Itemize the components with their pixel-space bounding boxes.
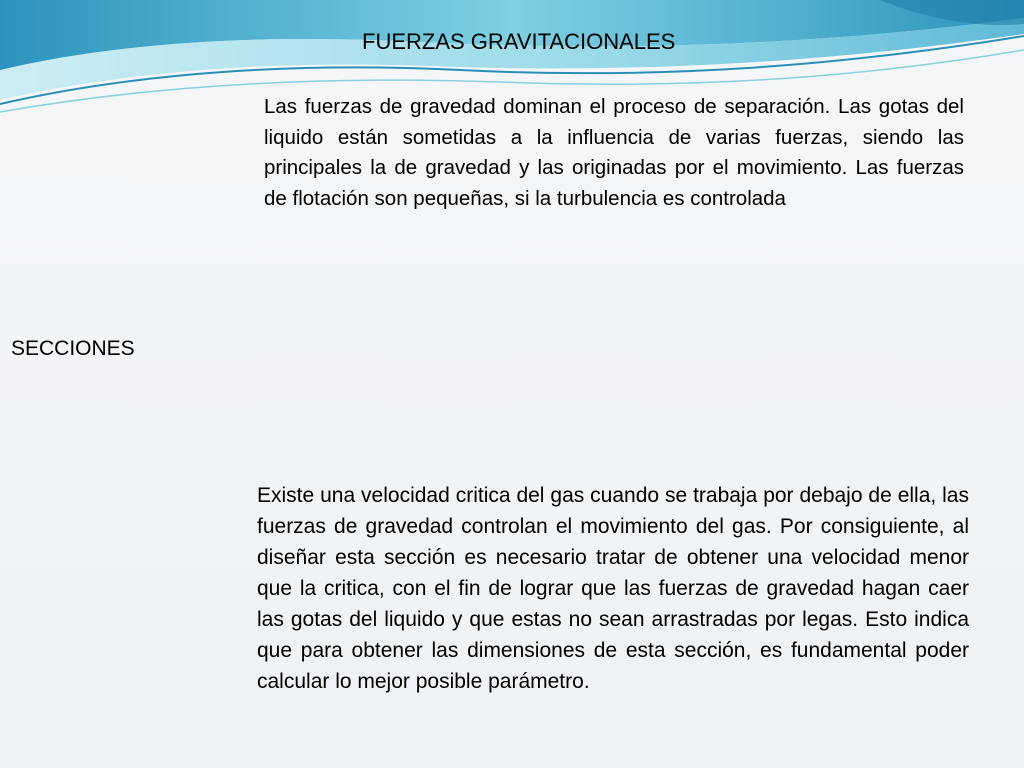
- slide-title: FUERZAS GRAVITACIONALES: [362, 29, 676, 54]
- paragraph-critical-velocity: Existe una velocidad critica del gas cuando se trabaja por debajo de ella, las fuerzas de gravedad controlan el movimiento del gas. Por consiguiente, al diseñar esta sección es necesario tratar de obtener una velocidad menor que la critica, con el fin de lograr que las fuerzas de gravedad hagan caer las gotas del liquido y que estas no sean arrastradas por legas. Esto indica que para obtener las dimensiones de esta sección, es fundamental poder calcular lo mejor posible parámetro.: [257, 484, 969, 693]
- section-label: SECCIONES: [11, 337, 135, 360]
- paragraph-gravity-forces: Las fuerzas de gravedad dominan el proceso de separación. Las gotas del liquido están sometidas a la influencia de varias fuerzas, siendo las principales la de gravedad y las originadas por el movimiento. Las fuerzas de flotación son pequeñas, si la turbulencia es controlada: [264, 95, 964, 210]
